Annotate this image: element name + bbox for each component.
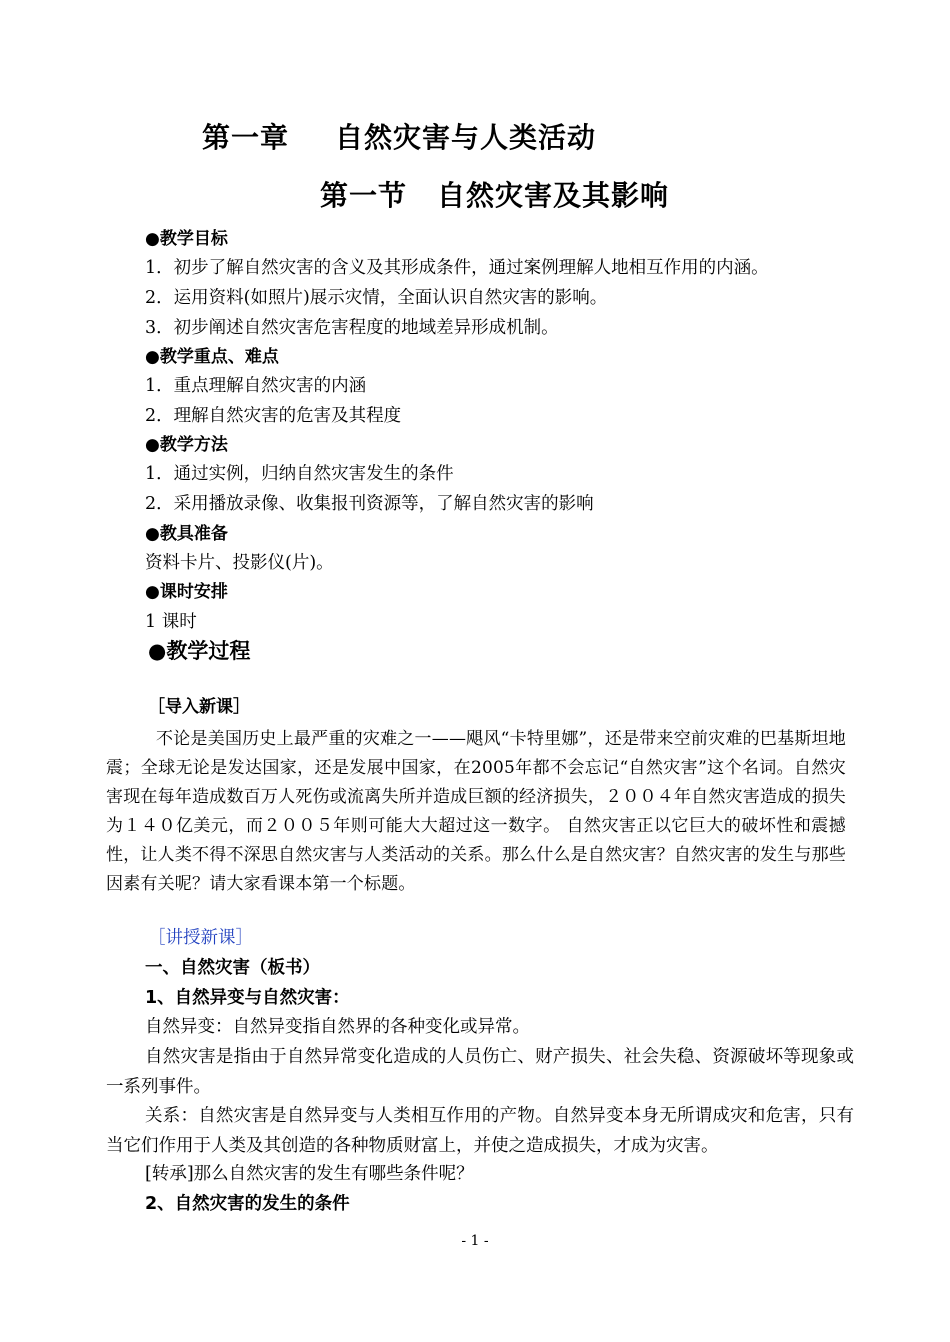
key-points-heading: ●教学重点、难点 xyxy=(145,347,279,367)
objective-item-1: 1．初步了解自然灾害的含义及其形成条件，通过案例理解人地相互作用的内涵。 xyxy=(145,258,769,278)
key-point-item-1: 1．重点理解自然灾害的内涵 xyxy=(145,376,367,396)
objective-item-3: 3．初步阐述自然灾害危害程度的地域差异形成机制。 xyxy=(145,318,559,338)
lecture-subsection-2: 2、自然灾害的发生的条件 xyxy=(145,1194,350,1214)
method-item-2: 2．采用播放录像、收集报刊资源等，了解自然灾害的影响 xyxy=(145,494,594,514)
lecture-section-1: 一、自然灾害（板书） xyxy=(145,958,320,978)
definition-disaster: 自然灾害是指由于自然异常变化造成的人员伤亡、财产损失、社会失稳、资源破坏等现象或一系列事件。 xyxy=(106,1047,854,1097)
key-point-item-2: 2．理解自然灾害的危害及其程度 xyxy=(145,406,402,426)
chapter-title xyxy=(202,116,596,156)
relation-paragraph: 关系：自然灾害是自然异变与人类相互作用的产物。自然异变本身无所谓成灾和危害，只有当它们作用于人类及其创造的各种物质财富上，并使之造成损失，才成为灾害。 xyxy=(106,1106,854,1156)
section-number: 第一节 xyxy=(320,179,408,212)
transition-text: [转承]那么自然灾害的发生有哪些条件呢？ xyxy=(145,1164,474,1184)
intro-paragraph: 不论是美国历史上最严重的灾难之一——飓风“卡特里娜”，还是带来空前灾难的巴基斯坦地震；全球无论是发达国家，还是发展中国家，在2005年都不会忘记“自然灾害”这个名词。自然灾害现在每年造成数百万人死伤或流离失所并造成巨额的经济损失，２００４年自然灾害造成的损失为１４０亿美元，而２００５年则可能大大超过这一数字。 自然灾害正以它巨大的破坏性和震撼性，让人类不得不深思自然灾害与人类活动的关系。那么什么是自然灾害？自然灾害的发生与那些因素有关呢？请大家看课本第一个标题。 xyxy=(106,729,846,894)
definition-variation: 自然异变：自然异变指自然界的各种变化或异常。 xyxy=(145,1017,530,1037)
chapter-name: 自然灾害与人类活动 xyxy=(335,121,597,154)
materials-text: 资料卡片、投影仪(片)。 xyxy=(145,553,334,573)
schedule-text: 1 课时 xyxy=(145,612,197,632)
intro-label: ［导入新课］ xyxy=(148,697,250,717)
section-title xyxy=(320,174,669,214)
lecture-subsection-1: 1、自然异变与自然灾害： xyxy=(145,988,350,1008)
section-name: 自然灾害及其影响 xyxy=(437,179,670,212)
lecture-label: ［讲授新课］ xyxy=(148,928,253,948)
schedule-heading: ●课时安排 xyxy=(145,582,228,602)
methods-heading: ●教学方法 xyxy=(145,435,228,455)
objectives-heading: ●教学目标 xyxy=(145,229,228,249)
materials-heading: ●教具准备 xyxy=(145,524,228,544)
method-item-1: 1．通过实例，归纳自然灾害发生的条件 xyxy=(145,464,454,484)
page-number: - 1 - xyxy=(461,1233,489,1249)
process-heading: ●教学过程 xyxy=(148,639,251,663)
objective-item-2: 2．运用资料(如照片)展示灾情，全面认识自然灾害的影响。 xyxy=(145,288,608,308)
chapter-number: 第一章 xyxy=(202,121,290,154)
